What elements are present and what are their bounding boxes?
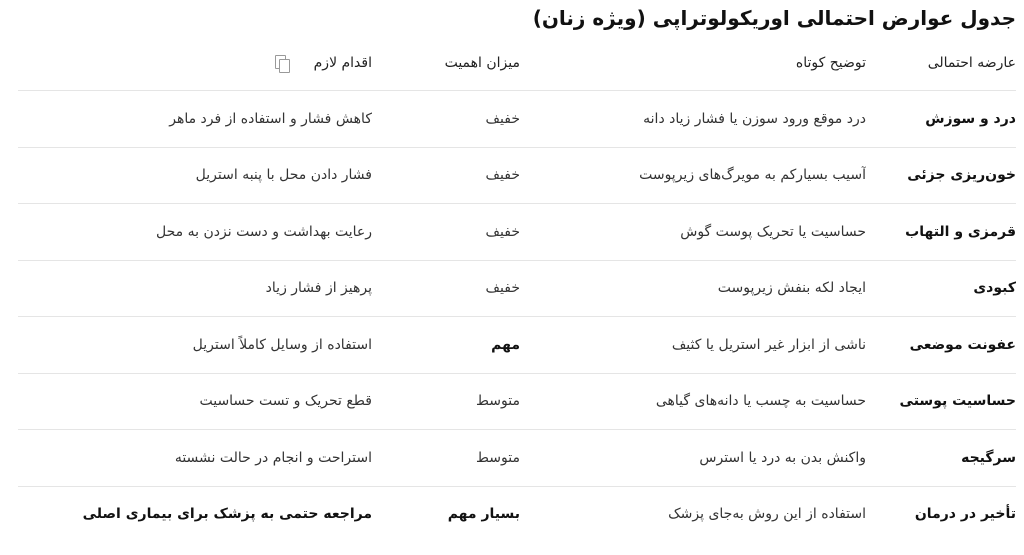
cell-action: رعایت بهداشت و دست نزدن به محل: [18, 204, 372, 261]
table-row: [18, 486, 1016, 542]
table-body: [18, 91, 1016, 543]
header-row: [18, 36, 1016, 91]
cell-effect: قرمزی و التهاب: [866, 204, 1016, 261]
cell-description: واکنش بدن به درد یا استرس: [520, 430, 866, 487]
cell-severity: متوسط: [372, 430, 520, 487]
table-row: [18, 317, 1016, 374]
cell-description: آسیب بسیارکم به مویرگ‌های زیرپوست: [520, 147, 866, 204]
cell-description: درد موقع ورود سوزن یا فشار زیاد دانه: [520, 91, 866, 148]
cell-severity: خفیف: [372, 147, 520, 204]
header-effect: عارضه احتمالی: [866, 36, 1016, 91]
side-effects-table-container: [18, 36, 1016, 542]
header-severity: میزان اهمیت: [372, 36, 520, 91]
cell-description: استفاده از این روش به‌جای پزشک: [668, 506, 866, 523]
header-description: توضیح کوتاه: [520, 36, 866, 91]
table-row: [18, 147, 1016, 204]
page-title: جدول عوارض احتمالی اوریکولوتراپی (ویژه زنان): [532, 6, 1016, 30]
cell-description: حساسیت یا تحریک پوست گوش: [520, 204, 866, 261]
cell-action: استراحت و انجام در حالت نشسته: [18, 430, 372, 487]
cell-severity: مهم: [372, 317, 520, 374]
cell-severity: خفیف: [372, 260, 520, 317]
cell-description: حساسیت به چسب یا دانه‌های گیاهی: [520, 373, 866, 430]
table-row: [18, 430, 1016, 487]
cell-action: فشار دادن محل با پنبه استریل: [18, 147, 372, 204]
table-row: [18, 204, 1016, 261]
cell-severity: بسیار مهم: [447, 506, 520, 523]
cell-severity: خفیف: [372, 91, 520, 148]
cell-description: ایجاد لکه بنفش زیرپوست: [520, 260, 866, 317]
table-row: [18, 260, 1016, 317]
cell-action: استفاده از وسایل کاملاً استریل: [18, 317, 372, 374]
header-action: [18, 36, 372, 91]
cell-effect: کبودی: [866, 260, 1016, 317]
cell-effect: خون‌ریزی جزئی: [866, 147, 1016, 204]
table-row: [18, 91, 1016, 148]
cell-action: قطع تحریک و تست حساسیت: [18, 373, 372, 430]
cell-effect: درد و سوزش: [866, 91, 1016, 148]
cell-effect: تأخیر در درمان: [914, 506, 1016, 523]
cell-effect: حساسیت پوستی: [866, 373, 1016, 430]
copy-icon[interactable]: [275, 55, 289, 71]
cell-action: پرهیز از فشار زیاد: [18, 260, 372, 317]
cell-description: ناشی از ابزار غیر استریل یا کثیف: [520, 317, 866, 374]
cell-severity: خفیف: [372, 204, 520, 261]
table-row: [18, 373, 1016, 430]
header-action-label: اقدام لازم: [313, 55, 372, 71]
table-header: [18, 36, 1016, 91]
cell-action: کاهش فشار و استفاده از فرد ماهر: [18, 91, 372, 148]
cell-action: مراجعه حتمی به پزشک برای بیماری اصلی: [82, 506, 372, 523]
cell-effect: عفونت موضعی: [866, 317, 1016, 374]
side-effects-table: [18, 36, 1016, 542]
cell-effect: سرگیجه: [866, 430, 1016, 487]
cell-severity: متوسط: [372, 373, 520, 430]
